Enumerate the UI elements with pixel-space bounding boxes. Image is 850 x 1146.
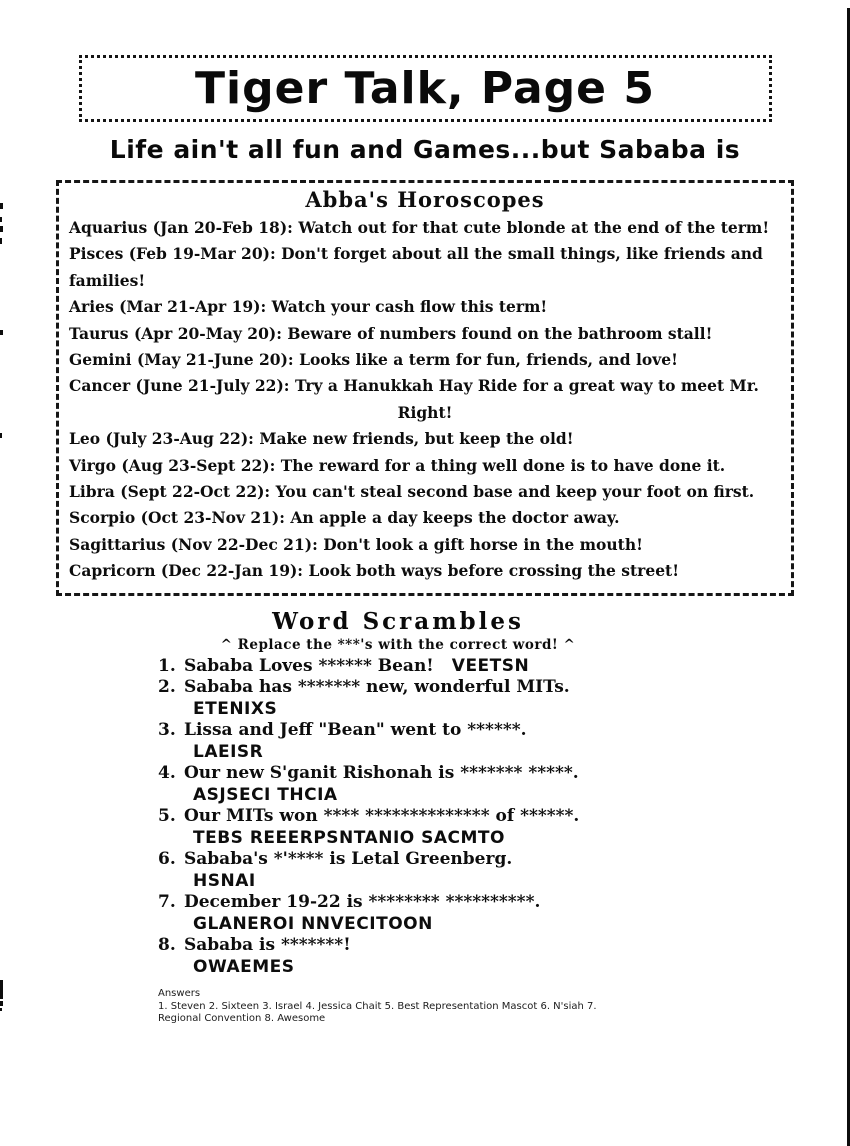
horoscope-dates: (Mar 21-Apr 19): bbox=[119, 297, 267, 317]
horoscope-text: The reward for a thing well done is to have done it. bbox=[280, 455, 726, 475]
scramble-number: 3. bbox=[158, 720, 176, 741]
horoscope-dates: (Jan 20-Feb 18): bbox=[152, 218, 293, 237]
scramble-letters: ETENIXS bbox=[193, 698, 278, 719]
horoscope-text: You can't steal second base and keep your foot on first. bbox=[275, 482, 755, 502]
page-title: Tiger Talk, Page 5 bbox=[195, 63, 655, 114]
horoscope-sign: Pisces bbox=[69, 244, 124, 264]
horoscope-dates: (July 23-Aug 22): bbox=[105, 429, 254, 449]
horoscope-entry-cancer bbox=[69, 373, 781, 426]
scramble-number: 7. bbox=[158, 892, 176, 913]
scramble-item-4 bbox=[158, 763, 638, 806]
scramble-number: 8. bbox=[158, 935, 176, 956]
horoscope-sign: Gemini bbox=[69, 350, 132, 370]
horoscope-sign: Cancer bbox=[69, 376, 131, 396]
horoscope-text: Don't look a gift horse in the mouth! bbox=[323, 534, 643, 554]
horoscope-entry-aries bbox=[69, 294, 781, 320]
masthead-box bbox=[79, 55, 772, 122]
horoscope-entry-libra bbox=[69, 479, 781, 505]
scan-artifact-left-mark bbox=[0, 1008, 2, 1011]
horoscope-text: An apple a day keeps the doctor away. bbox=[290, 508, 620, 528]
horoscope-entry-pisces bbox=[69, 241, 781, 294]
scan-artifact-left-mark bbox=[0, 203, 3, 209]
scramble-number: 5. bbox=[158, 806, 176, 827]
horoscope-entry-leo bbox=[69, 426, 781, 452]
scramble-letters: LAEISR bbox=[193, 741, 264, 762]
horoscope-text: Looks like a term for fun, friends, and love! bbox=[299, 350, 678, 370]
horoscopes-heading: Abba's Horoscopes bbox=[305, 187, 545, 212]
scramble-sentence: Sababa Loves ****** Bean! bbox=[184, 655, 434, 676]
horoscope-sign: Aquarius bbox=[69, 218, 148, 237]
horoscope-sign: Leo bbox=[69, 429, 101, 449]
horoscope-text-continuation: Right! bbox=[397, 402, 453, 422]
scan-artifact-left-mark bbox=[0, 238, 2, 244]
horoscope-dates: (June 21-July 22): bbox=[135, 376, 290, 396]
scramble-item-1 bbox=[158, 656, 638, 678]
horoscope-sign: Libra bbox=[69, 482, 115, 502]
scramble-sentence: Sababa's *'**** is Letal Greenberg. bbox=[184, 849, 513, 870]
word-scrambles-instructions: ^ Replace the ***'s with the correct word! ^ bbox=[220, 636, 576, 653]
scramble-number: 6. bbox=[158, 849, 176, 870]
word-scrambles-section bbox=[158, 608, 638, 979]
horoscope-dates: (Oct 23-Nov 21): bbox=[140, 508, 285, 528]
scramble-letters: VEETSN bbox=[451, 655, 530, 676]
horoscope-dates: (Feb 19-Mar 20): bbox=[128, 244, 276, 264]
scramble-letters: OWAEMES bbox=[193, 956, 295, 977]
scramble-item-2 bbox=[158, 677, 638, 720]
horoscope-entry-gemini bbox=[69, 347, 781, 373]
scramble-letters: TEBS REEERPSNTANIO SACMTO bbox=[193, 827, 505, 848]
horoscope-text: Beware of numbers found on the bathroom stall! bbox=[287, 323, 713, 343]
scramble-letters: GLANEROI NNVECITOON bbox=[193, 913, 433, 934]
horoscope-entry-sagittarius bbox=[69, 532, 781, 558]
answers-label: Answers bbox=[158, 988, 201, 1000]
horoscope-entry-aquarius bbox=[69, 215, 781, 241]
scan-artifact-left-mark bbox=[0, 217, 2, 222]
scramble-number: 2. bbox=[158, 677, 176, 698]
horoscope-dates: (Nov 22-Dec 21): bbox=[170, 534, 318, 554]
horoscope-dates: (Apr 20-May 20): bbox=[133, 323, 282, 343]
horoscope-dates: (Sept 22-Oct 22): bbox=[120, 482, 271, 502]
scan-artifact-left-mark bbox=[0, 1001, 3, 1006]
horoscope-entry-scorpio bbox=[69, 505, 781, 531]
horoscopes-box bbox=[56, 180, 794, 596]
scramble-item-6 bbox=[158, 849, 638, 892]
scan-artifact-left-mark bbox=[0, 433, 2, 438]
page-subtitle: Life ain't all fun and Games...but Sababa is bbox=[109, 135, 741, 164]
horoscope-entry-taurus bbox=[69, 321, 781, 347]
horoscope-sign: Taurus bbox=[69, 323, 129, 343]
answers-text: 1. Steven 2. Sixteen 3. Israel 4. Jessica Chait 5. Best Representation Mascot 6. N'siah 7. Regional Convention 8. Awesome bbox=[158, 1000, 597, 1025]
scramble-letters: HSNAI bbox=[193, 870, 256, 891]
scramble-item-7 bbox=[158, 892, 638, 935]
horoscope-sign: Virgo bbox=[69, 455, 116, 475]
scan-artifact-left-mark bbox=[0, 980, 3, 999]
scramble-sentence: Sababa has ******* new, wonderful MITs. bbox=[184, 677, 570, 698]
horoscope-dates: (Dec 22-Jan 19): bbox=[160, 561, 304, 581]
horoscope-text: Look both ways before crossing the street! bbox=[308, 561, 680, 581]
horoscope-text: Make new friends, but keep the old! bbox=[259, 429, 574, 449]
scramble-item-5 bbox=[158, 806, 638, 849]
horoscope-entry-capricorn bbox=[69, 558, 781, 584]
scramble-sentence: Lissa and Jeff "Bean" went to ******. bbox=[184, 720, 527, 741]
scramble-item-8 bbox=[158, 935, 638, 978]
scramble-sentence: Sababa is *******! bbox=[184, 935, 351, 956]
horoscope-entry-virgo bbox=[69, 453, 781, 479]
scan-artifact-left-mark bbox=[0, 330, 3, 335]
horoscope-text: Watch out for that cute blonde at the end of the term! bbox=[298, 218, 770, 237]
horoscope-sign: Aries bbox=[69, 297, 114, 317]
horoscope-text: Try a Hanukkah Hay Ride for a great way to meet Mr. bbox=[294, 376, 759, 396]
scramble-sentence: Our MITs won **** ************** of ******. bbox=[184, 806, 580, 827]
horoscope-text-continuation: families! bbox=[69, 270, 146, 290]
horoscope-text: Don't forget about all the small things, like friends and bbox=[281, 244, 763, 264]
horoscope-text: Watch your cash flow this term! bbox=[271, 297, 548, 317]
scramble-sentence: Our new S'ganit Rishonah is ******* *****. bbox=[184, 763, 579, 784]
scan-artifact-left-mark bbox=[0, 226, 3, 232]
scramble-number: 4. bbox=[158, 763, 176, 784]
scramble-answers-footnote bbox=[158, 988, 603, 1026]
horoscope-sign: Capricorn bbox=[69, 561, 156, 581]
scramble-letters: ASJSECI THCIA bbox=[193, 784, 338, 805]
word-scrambles-heading: Word Scrambles bbox=[272, 607, 524, 635]
scramble-item-3 bbox=[158, 720, 638, 763]
horoscope-dates: (Aug 23-Sept 22): bbox=[121, 455, 276, 475]
scramble-number: 1. bbox=[158, 655, 176, 676]
horoscope-dates: (May 21-June 20): bbox=[136, 350, 294, 370]
scramble-sentence: December 19-22 is ******** **********. bbox=[184, 892, 541, 913]
horoscope-sign: Scorpio bbox=[69, 508, 136, 528]
horoscope-sign: Sagittarius bbox=[69, 534, 166, 554]
